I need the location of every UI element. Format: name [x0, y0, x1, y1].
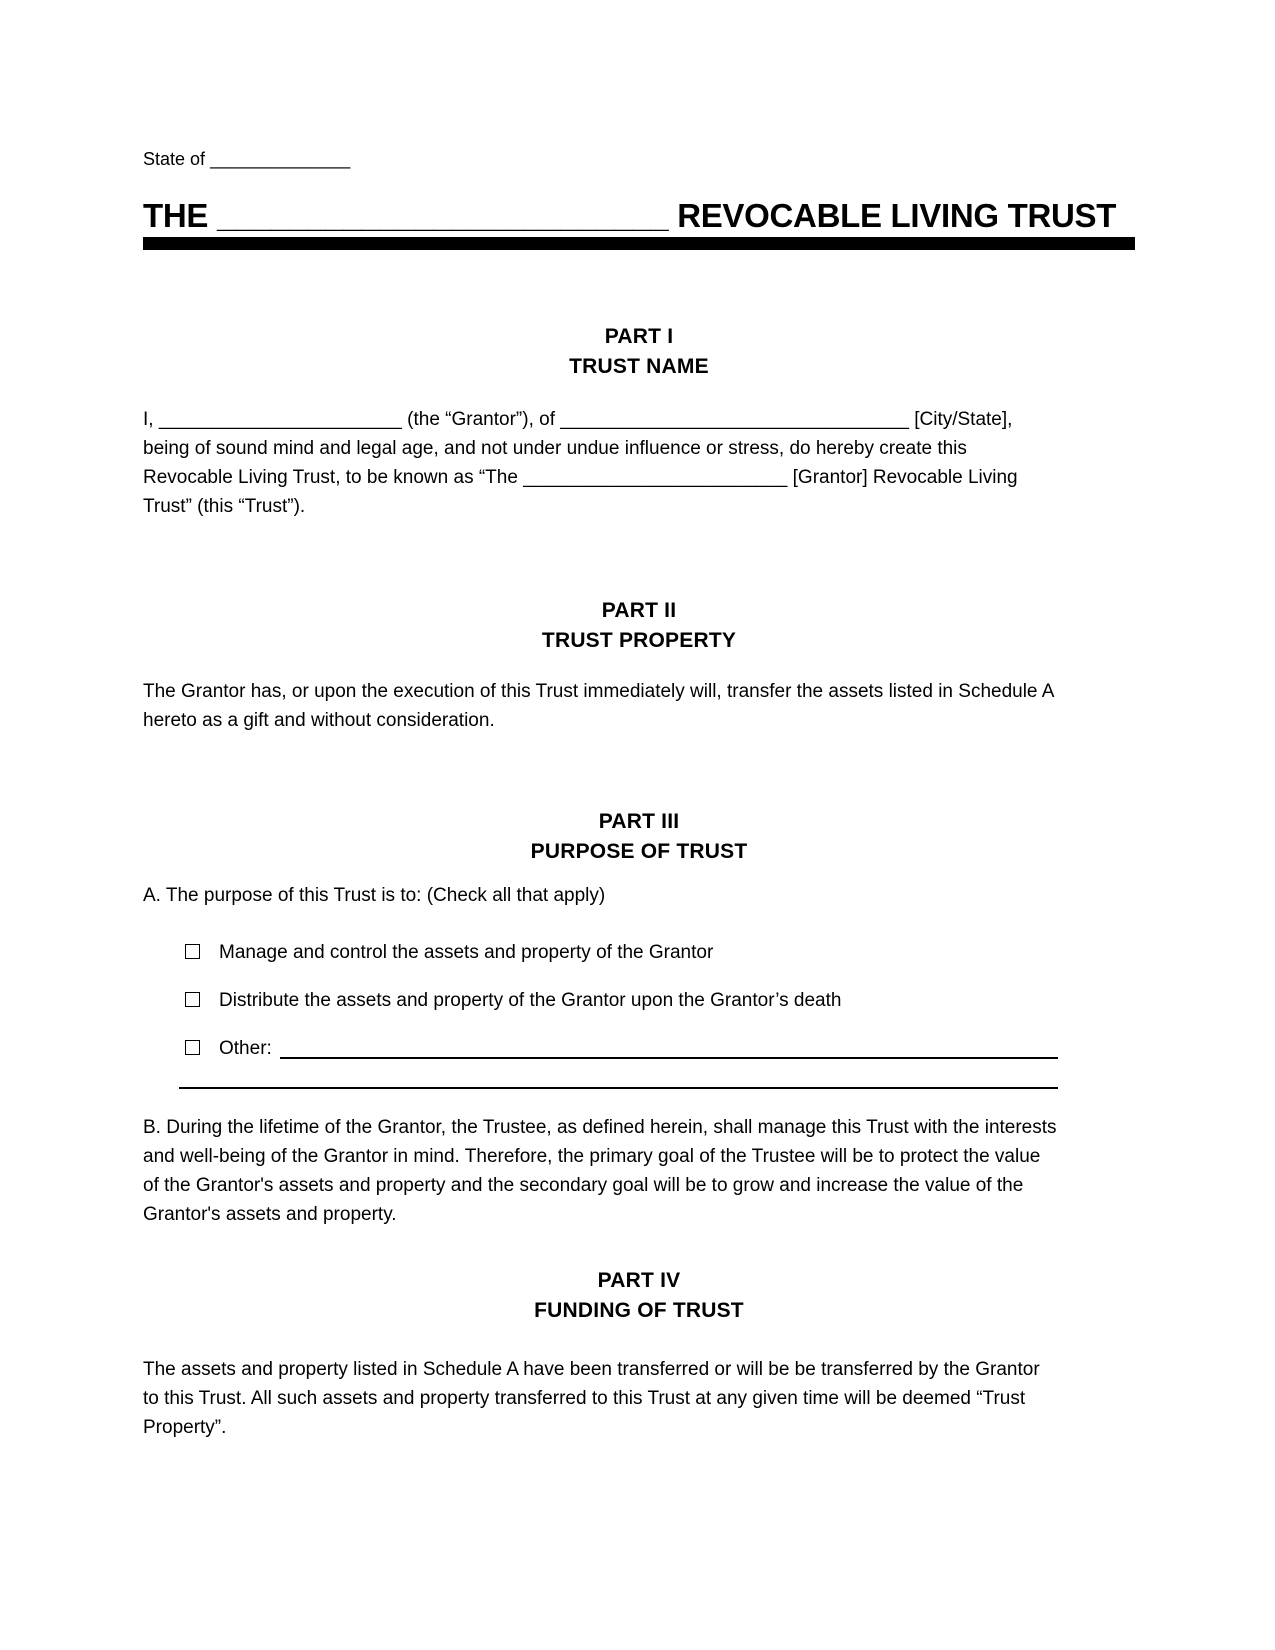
purpose-intro-line: A. The purpose of this Trust is to: (Check all that apply) [143, 885, 606, 906]
section-b-paragraph: B. During the lifetime of the Grantor, the Trustee, as defined herein, shall manage this Trust with the interests and well-being of the Grantor in mind. Therefore, the primary goal of the Trustee will be to protect the value of the Grantor's assets and property and the secondary goal will be to grow and increase the value of the Grantor's assets and property. [143, 1117, 1057, 1225]
document-title [143, 196, 1135, 236]
title-suffix: REVOCABLE LIVING TRUST [677, 197, 1117, 234]
title-prefix: THE [143, 197, 209, 234]
part3-heading [143, 807, 1135, 867]
checklist-item-other [185, 1034, 1058, 1063]
funding-paragraph: The assets and property listed in Schedule A have been transferred or will be be transferred by the Grantor to this Trust. All such assets and property transferred to this Trust at any given time will be deemed “Trust Property”. [143, 1359, 1040, 1438]
other-blank-line-continued[interactable] [179, 1087, 1058, 1089]
other-blank-line[interactable] [280, 1034, 1058, 1059]
trust-property-paragraph: The Grantor has, or upon the execution of this Trust immediately will, transfer the assets listed in Schedule A hereto as a gift and without consideration. [143, 681, 1054, 731]
checklist-item-manage [185, 938, 1058, 967]
trust-name-paragraph: I, _______________________ (the “Grantor”), of _________________________________ [City/State], being of sound mind and legal age, and not under undue influence or stress, do hereby create this Revocable Living Trust, to be known as “The _________________________ [Grantor] Revocable Living Trust” (this “Trust”). [143, 409, 1018, 517]
state-of-label: State of [143, 149, 206, 169]
part3-heading-line1: PART III [598, 810, 680, 833]
state-name-blank[interactable]: ______________ [210, 149, 351, 169]
part1-heading [143, 322, 1135, 382]
part1-heading-line2: TRUST NAME [569, 355, 709, 378]
part2-heading-line1: PART II [601, 599, 677, 622]
checkbox[interactable] [185, 992, 200, 1007]
checklist-item-label: Other: [219, 1038, 272, 1059]
part3-heading-line2: PURPOSE OF TRUST [530, 840, 748, 863]
checklist-item-label: Distribute the assets and property of the Grantor upon the Grantor’s death [219, 990, 842, 1011]
checkbox[interactable] [185, 1040, 200, 1055]
part4-heading [143, 1266, 1135, 1326]
part1-heading-line1: PART I [604, 325, 674, 348]
trust-name-blank[interactable]: _________________________ [216, 197, 669, 234]
part4-heading-line1: PART IV [597, 1269, 681, 1292]
checkbox[interactable] [185, 944, 200, 959]
title-rule [143, 237, 1135, 250]
checklist-item-label: Manage and control the assets and property of the Grantor [219, 942, 714, 963]
state-of-line [143, 148, 1135, 170]
part4-heading-line2: FUNDING OF TRUST [534, 1299, 744, 1322]
part2-heading [143, 596, 1135, 656]
checklist-item-distribute [185, 986, 1058, 1015]
part2-heading-line2: TRUST PROPERTY [541, 629, 737, 652]
